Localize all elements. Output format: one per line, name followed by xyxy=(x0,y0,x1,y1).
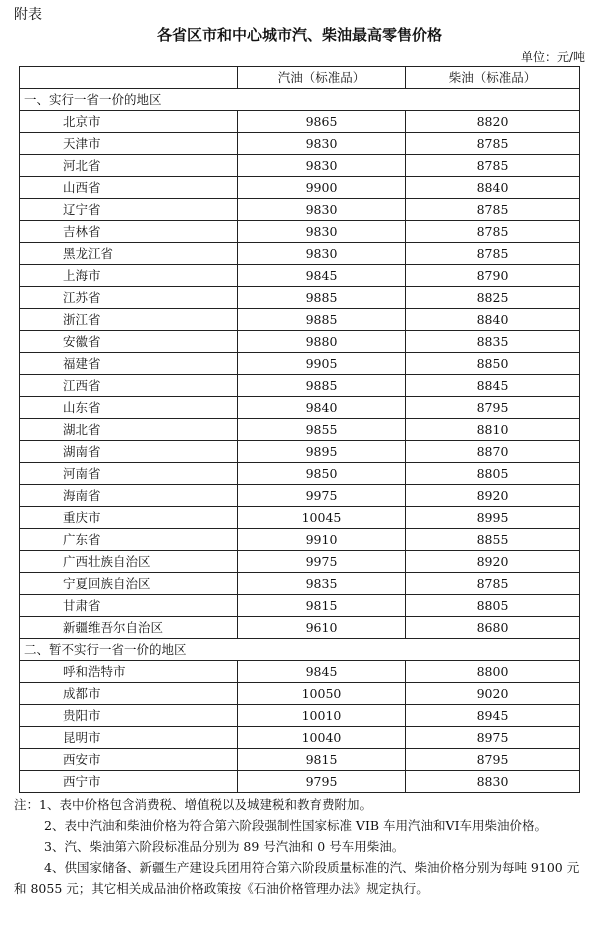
appendix-label: 附表 xyxy=(14,7,42,23)
gasoline-price-cell: 9830 xyxy=(238,199,406,221)
table-row xyxy=(20,221,580,243)
header-cell-region xyxy=(20,67,238,89)
table-row xyxy=(20,375,580,397)
note-4: 4、供国家储备、新疆生产建设兵团用符合第六阶段质量标准的汽、柴油价格分别为每吨 9100 元和 8055 元；其它相关成品油价格政策按《石油价格管理办法》规定执行。 xyxy=(14,860,580,896)
region-name-cell: 西宁市 xyxy=(20,771,238,793)
diesel-price-cell: 8785 xyxy=(406,199,580,221)
region-name-cell: 呼和浩特市 xyxy=(20,661,238,683)
region-name-cell: 河南省 xyxy=(20,463,238,485)
region-name-cell: 广东省 xyxy=(20,529,238,551)
gasoline-price-cell: 9845 xyxy=(238,265,406,287)
gasoline-price-cell: 9895 xyxy=(238,441,406,463)
gasoline-price-cell: 9840 xyxy=(238,397,406,419)
diesel-price-cell: 8795 xyxy=(406,397,580,419)
diesel-price-cell: 8830 xyxy=(406,771,580,793)
table-row xyxy=(20,265,580,287)
table-row xyxy=(20,595,580,617)
diesel-price-cell: 8975 xyxy=(406,727,580,749)
diesel-price-cell: 8785 xyxy=(406,133,580,155)
gasoline-price-cell: 9815 xyxy=(238,749,406,771)
gasoline-price-cell: 10040 xyxy=(238,727,406,749)
region-name-cell: 山西省 xyxy=(20,177,238,199)
table-row xyxy=(20,727,580,749)
note-1: 注：1、表中价格包含消费税、增值税以及城建税和教育费附加。 xyxy=(14,797,372,812)
price-table xyxy=(19,66,580,793)
region-name-cell: 重庆市 xyxy=(20,507,238,529)
gasoline-price-cell: 9835 xyxy=(238,573,406,595)
table-row xyxy=(20,419,580,441)
gasoline-price-cell: 9975 xyxy=(238,485,406,507)
gasoline-price-cell: 9830 xyxy=(238,133,406,155)
diesel-price-cell: 8840 xyxy=(406,309,580,331)
gasoline-price-cell: 9830 xyxy=(238,155,406,177)
table-row xyxy=(20,529,580,551)
region-name-cell: 吉林省 xyxy=(20,221,238,243)
region-name-cell: 天津市 xyxy=(20,133,238,155)
table-row xyxy=(20,397,580,419)
region-name-cell: 江苏省 xyxy=(20,287,238,309)
region-name-cell: 贵阳市 xyxy=(20,705,238,727)
notes xyxy=(14,794,580,899)
diesel-price-cell: 8825 xyxy=(406,287,580,309)
diesel-price-cell: 8790 xyxy=(406,265,580,287)
table-row xyxy=(20,683,580,705)
region-name-cell: 江西省 xyxy=(20,375,238,397)
table-body xyxy=(20,89,580,793)
region-name-cell: 昆明市 xyxy=(20,727,238,749)
gasoline-price-cell: 10050 xyxy=(238,683,406,705)
diesel-price-cell: 8870 xyxy=(406,441,580,463)
gasoline-price-cell: 9855 xyxy=(238,419,406,441)
diesel-price-cell: 8820 xyxy=(406,111,580,133)
section-title: 一、实行一省一价的地区 xyxy=(20,89,580,111)
gasoline-price-cell: 9830 xyxy=(238,221,406,243)
region-name-cell: 辽宁省 xyxy=(20,199,238,221)
gasoline-price-cell: 9830 xyxy=(238,243,406,265)
region-name-cell: 西安市 xyxy=(20,749,238,771)
diesel-price-cell: 8795 xyxy=(406,749,580,771)
region-name-cell: 浙江省 xyxy=(20,309,238,331)
table-row xyxy=(20,441,580,463)
table-row xyxy=(20,771,580,793)
table-row xyxy=(20,573,580,595)
section-row xyxy=(20,89,580,111)
table-header-row xyxy=(20,67,580,89)
table-row xyxy=(20,243,580,265)
region-name-cell: 湖南省 xyxy=(20,441,238,463)
gasoline-price-cell: 9885 xyxy=(238,287,406,309)
region-name-cell: 甘肃省 xyxy=(20,595,238,617)
gasoline-price-cell: 9845 xyxy=(238,661,406,683)
gasoline-price-cell: 9975 xyxy=(238,551,406,573)
note-3: 3、汽、柴油第六阶段标准品分别为 89 号汽油和 0 号车用柴油。 xyxy=(44,839,405,854)
table-row xyxy=(20,331,580,353)
region-name-cell: 湖北省 xyxy=(20,419,238,441)
gasoline-price-cell: 9885 xyxy=(238,309,406,331)
table-row xyxy=(20,485,580,507)
diesel-price-cell: 8945 xyxy=(406,705,580,727)
table-row xyxy=(20,661,580,683)
table-row xyxy=(20,507,580,529)
diesel-price-cell: 8840 xyxy=(406,177,580,199)
gasoline-price-cell: 9905 xyxy=(238,353,406,375)
section-title: 二、暂不实行一省一价的地区 xyxy=(20,639,580,661)
header-cell-gasoline: 汽油（标准品） xyxy=(238,67,406,89)
region-name-cell: 福建省 xyxy=(20,353,238,375)
region-name-cell: 山东省 xyxy=(20,397,238,419)
table-row xyxy=(20,111,580,133)
diesel-price-cell: 9020 xyxy=(406,683,580,705)
diesel-price-cell: 8785 xyxy=(406,573,580,595)
diesel-price-cell: 8785 xyxy=(406,221,580,243)
diesel-price-cell: 8845 xyxy=(406,375,580,397)
table-row xyxy=(20,309,580,331)
diesel-price-cell: 8785 xyxy=(406,243,580,265)
header-cell-diesel: 柴油（标准品） xyxy=(406,67,580,89)
gasoline-price-cell: 9610 xyxy=(238,617,406,639)
gasoline-price-cell: 9865 xyxy=(238,111,406,133)
diesel-price-cell: 8920 xyxy=(406,485,580,507)
gasoline-price-cell: 10010 xyxy=(238,705,406,727)
gasoline-price-cell: 9885 xyxy=(238,375,406,397)
diesel-price-cell: 8995 xyxy=(406,507,580,529)
gasoline-price-cell: 9815 xyxy=(238,595,406,617)
region-name-cell: 北京市 xyxy=(20,111,238,133)
gasoline-price-cell: 9910 xyxy=(238,529,406,551)
region-name-cell: 海南省 xyxy=(20,485,238,507)
gasoline-price-cell: 9900 xyxy=(238,177,406,199)
diesel-price-cell: 8805 xyxy=(406,463,580,485)
region-name-cell: 安徽省 xyxy=(20,331,238,353)
region-name-cell: 成都市 xyxy=(20,683,238,705)
diesel-price-cell: 8800 xyxy=(406,661,580,683)
diesel-price-cell: 8835 xyxy=(406,331,580,353)
table-row xyxy=(20,705,580,727)
region-name-cell: 河北省 xyxy=(20,155,238,177)
note-2: 2、表中汽油和柴油价格为符合第六阶段强制性国家标准 VIB 车用汽油和VI车用柴油价格。 xyxy=(44,818,548,833)
table-row xyxy=(20,177,580,199)
region-name-cell: 上海市 xyxy=(20,265,238,287)
section-row xyxy=(20,639,580,661)
table-row xyxy=(20,551,580,573)
table-row xyxy=(20,199,580,221)
diesel-price-cell: 8680 xyxy=(406,617,580,639)
diesel-price-cell: 8805 xyxy=(406,595,580,617)
page-title: 各省区市和中心城市汽、柴油最高零售价格 xyxy=(156,26,442,44)
table-row xyxy=(20,749,580,771)
region-name-cell: 广西壮族自治区 xyxy=(20,551,238,573)
diesel-price-cell: 8855 xyxy=(406,529,580,551)
gasoline-price-cell: 9850 xyxy=(238,463,406,485)
diesel-price-cell: 8920 xyxy=(406,551,580,573)
gasoline-price-cell: 9880 xyxy=(238,331,406,353)
table-row xyxy=(20,155,580,177)
region-name-cell: 宁夏回族自治区 xyxy=(20,573,238,595)
table-row xyxy=(20,463,580,485)
gasoline-price-cell: 10045 xyxy=(238,507,406,529)
diesel-price-cell: 8785 xyxy=(406,155,580,177)
diesel-price-cell: 8810 xyxy=(406,419,580,441)
table-row xyxy=(20,617,580,639)
region-name-cell: 黑龙江省 xyxy=(20,243,238,265)
region-name-cell: 新疆维吾尔自治区 xyxy=(20,617,238,639)
diesel-price-cell: 8850 xyxy=(406,353,580,375)
table-row xyxy=(20,133,580,155)
table-row xyxy=(20,287,580,309)
unit-label: 单位：元/吨 xyxy=(520,50,585,64)
gasoline-price-cell: 9795 xyxy=(238,771,406,793)
table-row xyxy=(20,353,580,375)
